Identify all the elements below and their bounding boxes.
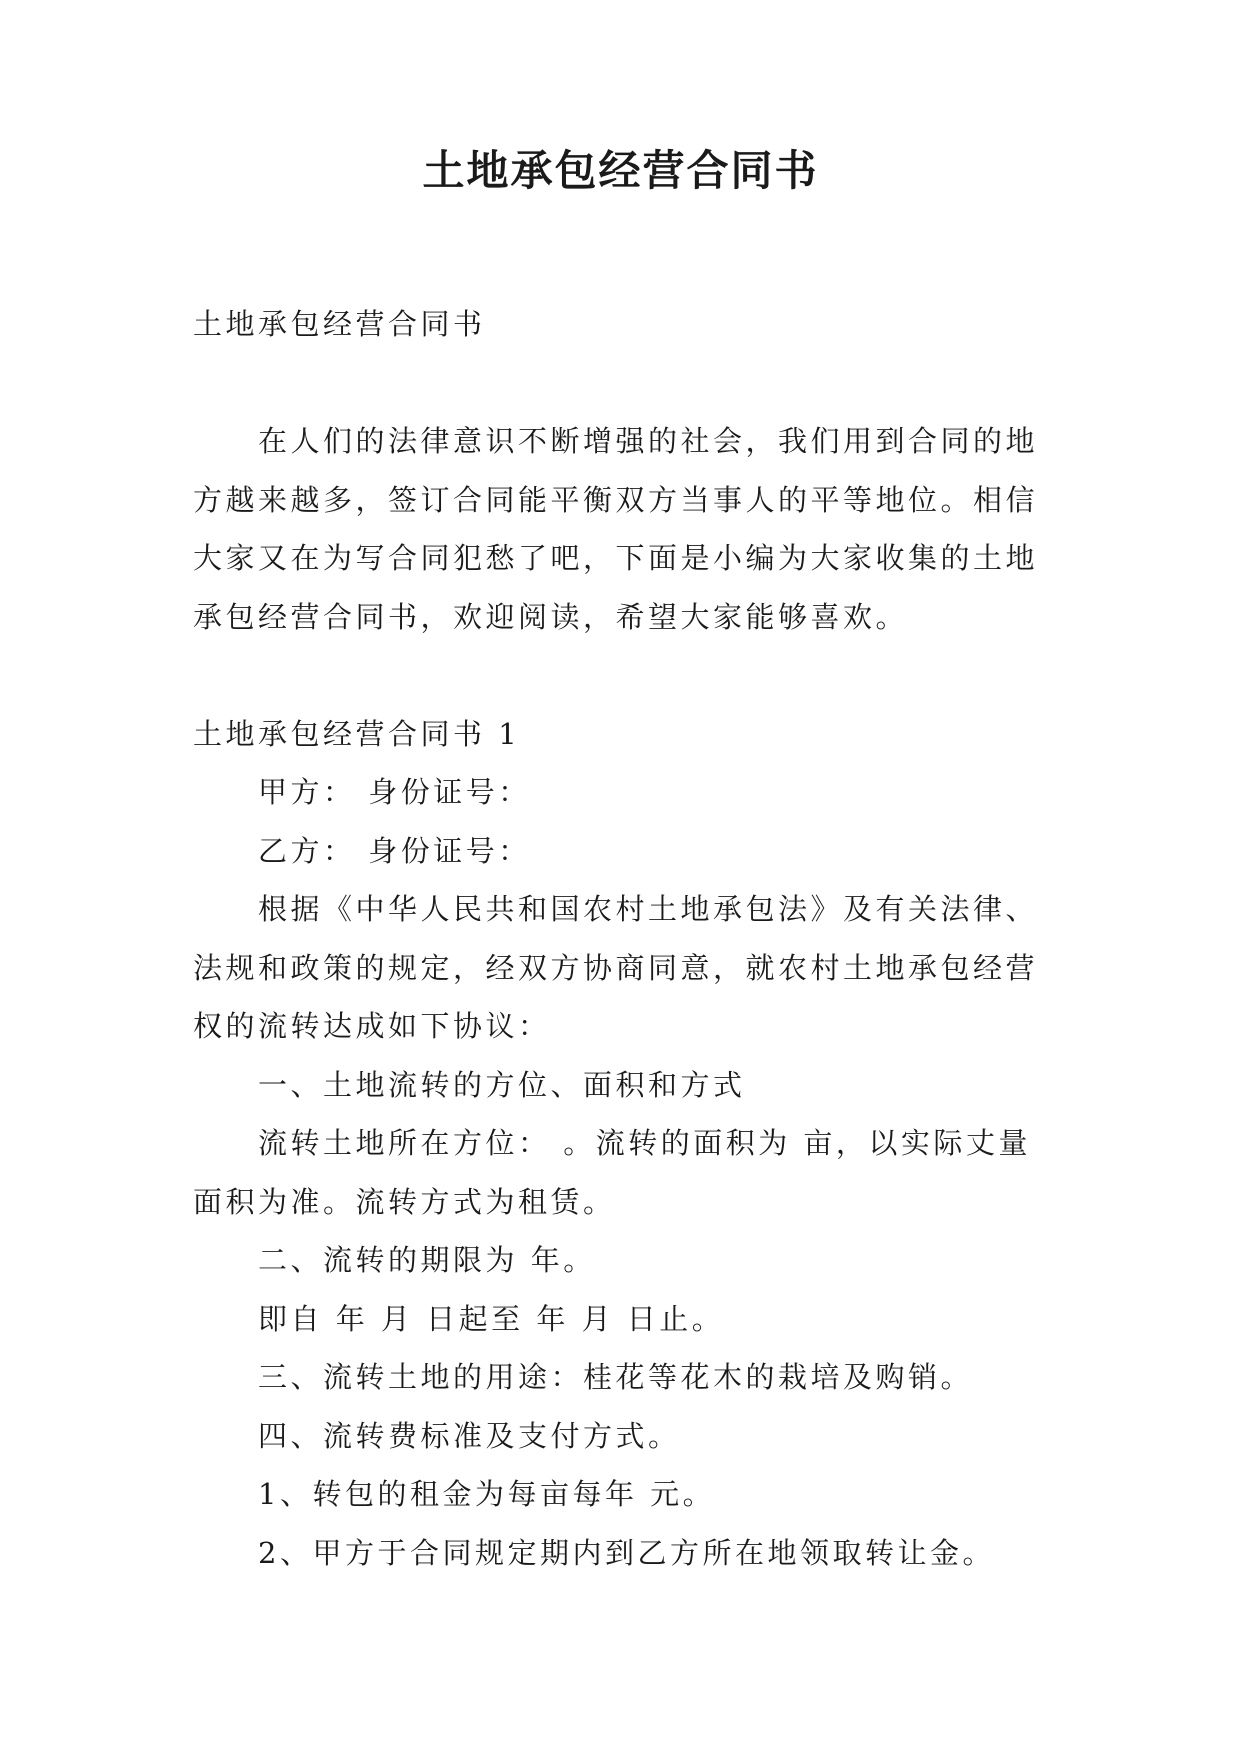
- intro-line: 在人们的法律意识不断增强的社会，我们用到合同的地: [258, 424, 1039, 458]
- intro-line: 大家又在为写合同犯愁了吧，下面是小编为大家收集的土地: [193, 541, 1039, 575]
- clause-2-heading: 二、流转的期限为 年。: [258, 1243, 596, 1277]
- intro-line: 承包经营合同书，欢迎阅读，希望大家能够喜欢。: [193, 599, 909, 634]
- spacer: [193, 646, 1053, 705]
- clause-4-item: 1、转包的租金为每亩每年 元。: [258, 1477, 716, 1511]
- document-title: 土地承包经营合同书: [422, 146, 819, 195]
- clause-1-line: 面积为准。流转方式为租赁。: [193, 1184, 616, 1219]
- party-a-line: 甲方： 身份证号：: [258, 775, 531, 809]
- spacer: [193, 354, 1053, 413]
- clause-4-heading: 四、流转费标准及支付方式。: [258, 1418, 681, 1453]
- clause-3: 三、流转土地的用途：桂花等花木的栽培及购销。: [258, 1360, 974, 1394]
- basis-line: 权的流转达成如下协议：: [193, 1009, 551, 1043]
- basis-line: 根据《中华人民共和国农村土地承包法》及有关法律、: [258, 892, 1039, 926]
- basis-line: 法规和政策的规定，经双方协商同意，就农村土地承包经营: [193, 950, 1039, 985]
- party-b-line: 乙方： 身份证号：: [258, 833, 531, 868]
- intro-line: 方越来越多，签订合同能平衡双方当事人的平等地位。相信: [193, 482, 1039, 517]
- document-subtitle: 土地承包经营合同书: [193, 307, 486, 341]
- clause-4-item: 2、甲方于合同规定期内到乙方所在地领取转让金。: [258, 1535, 995, 1570]
- document-body: [193, 295, 1053, 1582]
- clause-2-dates: 即自 年 月 日起至 年 月 日止。: [258, 1301, 725, 1336]
- clause-1-line: 流转土地所在方位： 。流转的面积为 亩，以实际丈量: [258, 1126, 1031, 1160]
- section-heading: 土地承包经营合同书 1: [193, 716, 521, 751]
- clause-1-heading: 一、土地流转的方位、面积和方式: [258, 1067, 746, 1102]
